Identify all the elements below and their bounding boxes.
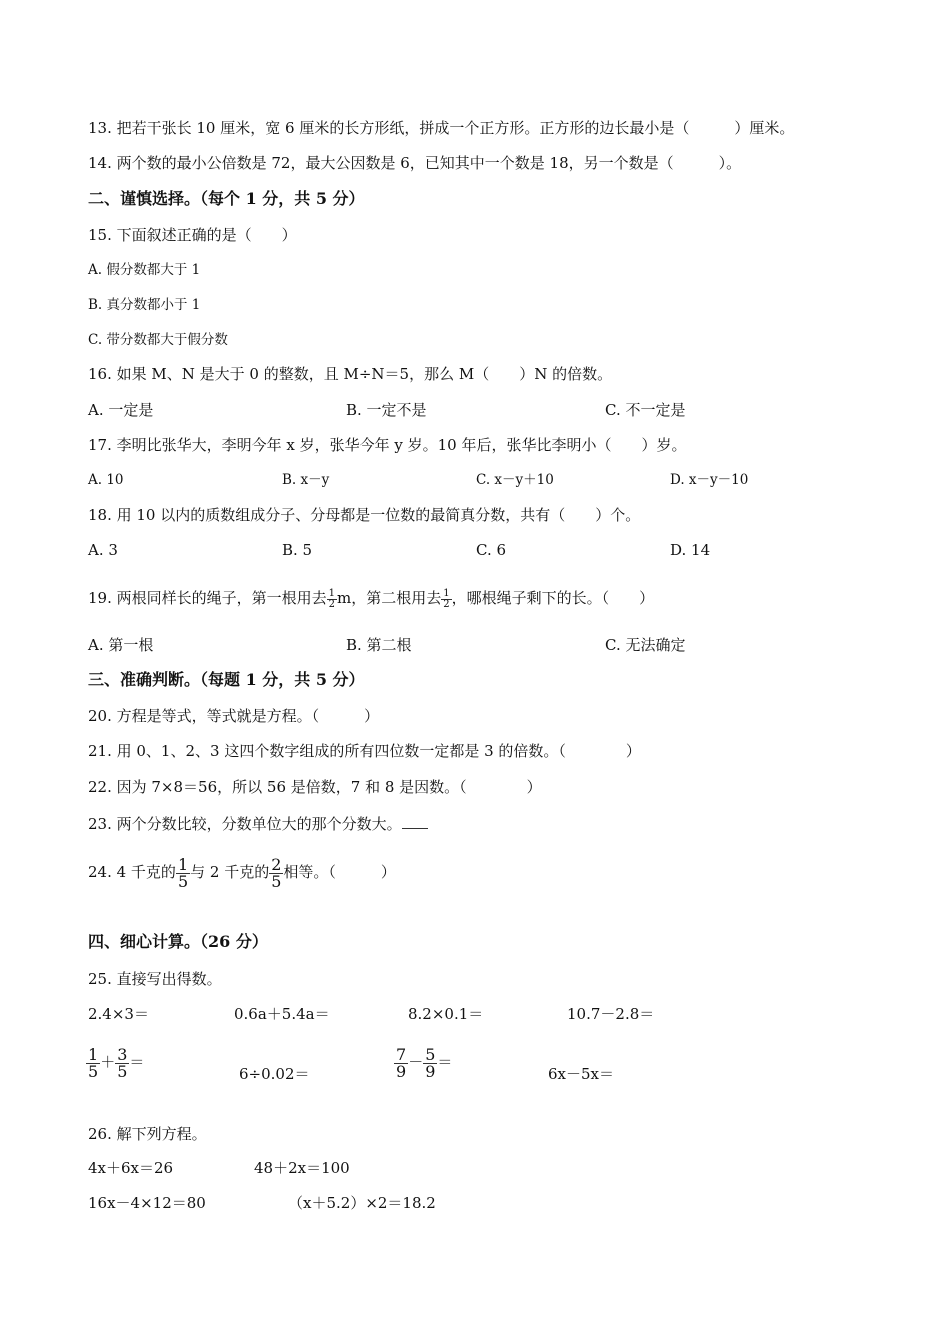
- numerator: 2: [271, 854, 282, 874]
- fraction-one-fifth: [176, 854, 190, 891]
- question-23: [88, 814, 428, 834]
- equation-3: 16x－4×12＝80: [88, 1194, 206, 1212]
- calc-6: 6÷0.02＝: [239, 1065, 310, 1083]
- q24-text-2: 与 2 千克的: [190, 863, 270, 881]
- fraction-one-half: [327, 589, 337, 610]
- numerator: 1: [443, 587, 450, 599]
- question-15: 15. 下面叙述正确的是（ ）: [88, 226, 297, 244]
- option-19-c: C. 无法确定: [605, 636, 686, 654]
- question-20: 20. 方程是等式，等式就是方程。（ ）: [88, 707, 380, 725]
- option-15-c: C. 带分数都大于假分数: [88, 332, 228, 348]
- question-13: 13. 把若干张长 10 厘米，宽 6 厘米的长方形纸，拼成一个正方形。正方形的边长最小是（ ）厘米。: [88, 119, 795, 137]
- numerator: 1: [88, 1044, 99, 1064]
- calc-3: 8.2×0.1＝: [408, 1005, 484, 1023]
- option-19-b: B. 第二根: [346, 636, 412, 654]
- equation-4: （x＋5.2）×2＝18.2: [288, 1194, 436, 1212]
- numerator: 3: [117, 1044, 128, 1064]
- question-18: 18. 用 10 以内的质数组成分子、分母都是一位数的最简真分数，共有（ ）个。: [88, 506, 641, 524]
- numerator: 5: [425, 1044, 436, 1064]
- denominator: 5: [88, 1061, 99, 1081]
- denominator: 9: [396, 1061, 407, 1081]
- plus-sign: ＋: [100, 1053, 116, 1071]
- option-15-b: B. 真分数都小于 1: [88, 297, 201, 313]
- calc-1: 2.4×3＝: [88, 1005, 149, 1023]
- denominator: 5: [117, 1061, 128, 1081]
- denominator: 5: [177, 871, 189, 891]
- equals-sign: ＝: [129, 1053, 145, 1071]
- question-16: 16. 如果 M、N 是大于 0 的整数，且 M÷N＝5，那么 M（ ）N 的倍数。: [88, 365, 613, 383]
- option-16-b: B. 一定不是: [346, 401, 427, 419]
- question-22: 22. 因为 7×8＝56，所以 56 是倍数，7 和 8 是因数。（ ）: [88, 778, 542, 796]
- equation-1: 4x＋6x＝26: [88, 1159, 174, 1177]
- q24-text-3: 相等。（ ）: [283, 863, 396, 881]
- fraction: [394, 1044, 408, 1081]
- denominator: 9: [425, 1061, 436, 1081]
- option-17-c: C. x－y＋10: [476, 472, 554, 488]
- numerator: 1: [328, 587, 335, 599]
- calc-7: [394, 1040, 452, 1084]
- option-18-c: C. 6: [476, 541, 507, 559]
- answer-blank: [402, 814, 428, 829]
- option-18-b: B. 5: [282, 541, 313, 559]
- option-16-a: A. 一定是: [88, 401, 154, 419]
- question-25: 25. 直接写出得数。: [88, 970, 222, 988]
- fraction: [86, 1044, 100, 1081]
- question-21: 21. 用 0、1、2、3 这四个数字组成的所有四位数一定都是 3 的倍数。（ ）: [88, 742, 641, 760]
- option-18-a: A. 3: [88, 541, 118, 559]
- option-16-c: C. 不一定是: [605, 401, 686, 419]
- option-17-d: D. x－y－10: [670, 472, 749, 488]
- numerator: 7: [396, 1044, 407, 1064]
- denominator: 2: [443, 598, 450, 610]
- denominator: 5: [271, 871, 282, 891]
- q19-text-2: m，第二根用去: [337, 589, 442, 607]
- q24-text-1: 24. 4 千克的: [88, 863, 176, 881]
- section-3-title: 三、准确判断。（每题 1 分，共 5 分）: [88, 670, 365, 689]
- q19-text-3: ，哪根绳子剩下的长。（ ）: [451, 589, 655, 607]
- option-18-d: D. 14: [670, 541, 711, 559]
- option-15-a: A. 假分数都大于 1: [88, 262, 201, 278]
- q19-text-1: 19. 两根同样长的绳子，第一根用去: [88, 589, 327, 607]
- q23-text: 23. 两个分数比较，分数单位大的那个分数大。: [88, 815, 402, 833]
- calc-8: 6x－5x＝: [548, 1065, 615, 1083]
- option-17-a: A. 10: [88, 472, 124, 488]
- option-19-a: A. 第一根: [88, 636, 154, 654]
- numerator: 1: [177, 854, 189, 874]
- calc-2: 0.6a＋5.4a＝: [234, 1005, 330, 1023]
- denominator: 2: [328, 598, 335, 610]
- fraction-two-fifths: [269, 854, 283, 891]
- calc-4: 10.7－2.8＝: [567, 1005, 655, 1023]
- question-14: 14. 两个数的最小公倍数是 72，最大公因数是 6，已知其中一个数是 18，另一个数是（ ）。: [88, 154, 742, 172]
- fraction: [115, 1044, 129, 1081]
- question-19: [88, 578, 654, 618]
- question-17: 17. 李明比张华大，李明今年 x 岁，张华今年 y 岁。10 年后，张华比李明小（ ）岁。: [88, 436, 687, 454]
- fraction: [423, 1044, 437, 1081]
- minus-sign: －: [408, 1053, 424, 1071]
- fraction-one-half: [441, 589, 451, 610]
- calc-5: [86, 1040, 144, 1084]
- equals-sign: ＝: [437, 1053, 453, 1071]
- question-26: 26. 解下列方程。: [88, 1125, 207, 1143]
- section-2-title: 二、谨慎选择。（每个 1 分，共 5 分）: [88, 189, 365, 208]
- section-4-title: 四、细心计算。（26 分）: [88, 932, 268, 951]
- equation-2: 48＋2x＝100: [254, 1159, 350, 1177]
- question-24: [88, 850, 396, 894]
- option-17-b: B. x－y: [282, 472, 330, 488]
